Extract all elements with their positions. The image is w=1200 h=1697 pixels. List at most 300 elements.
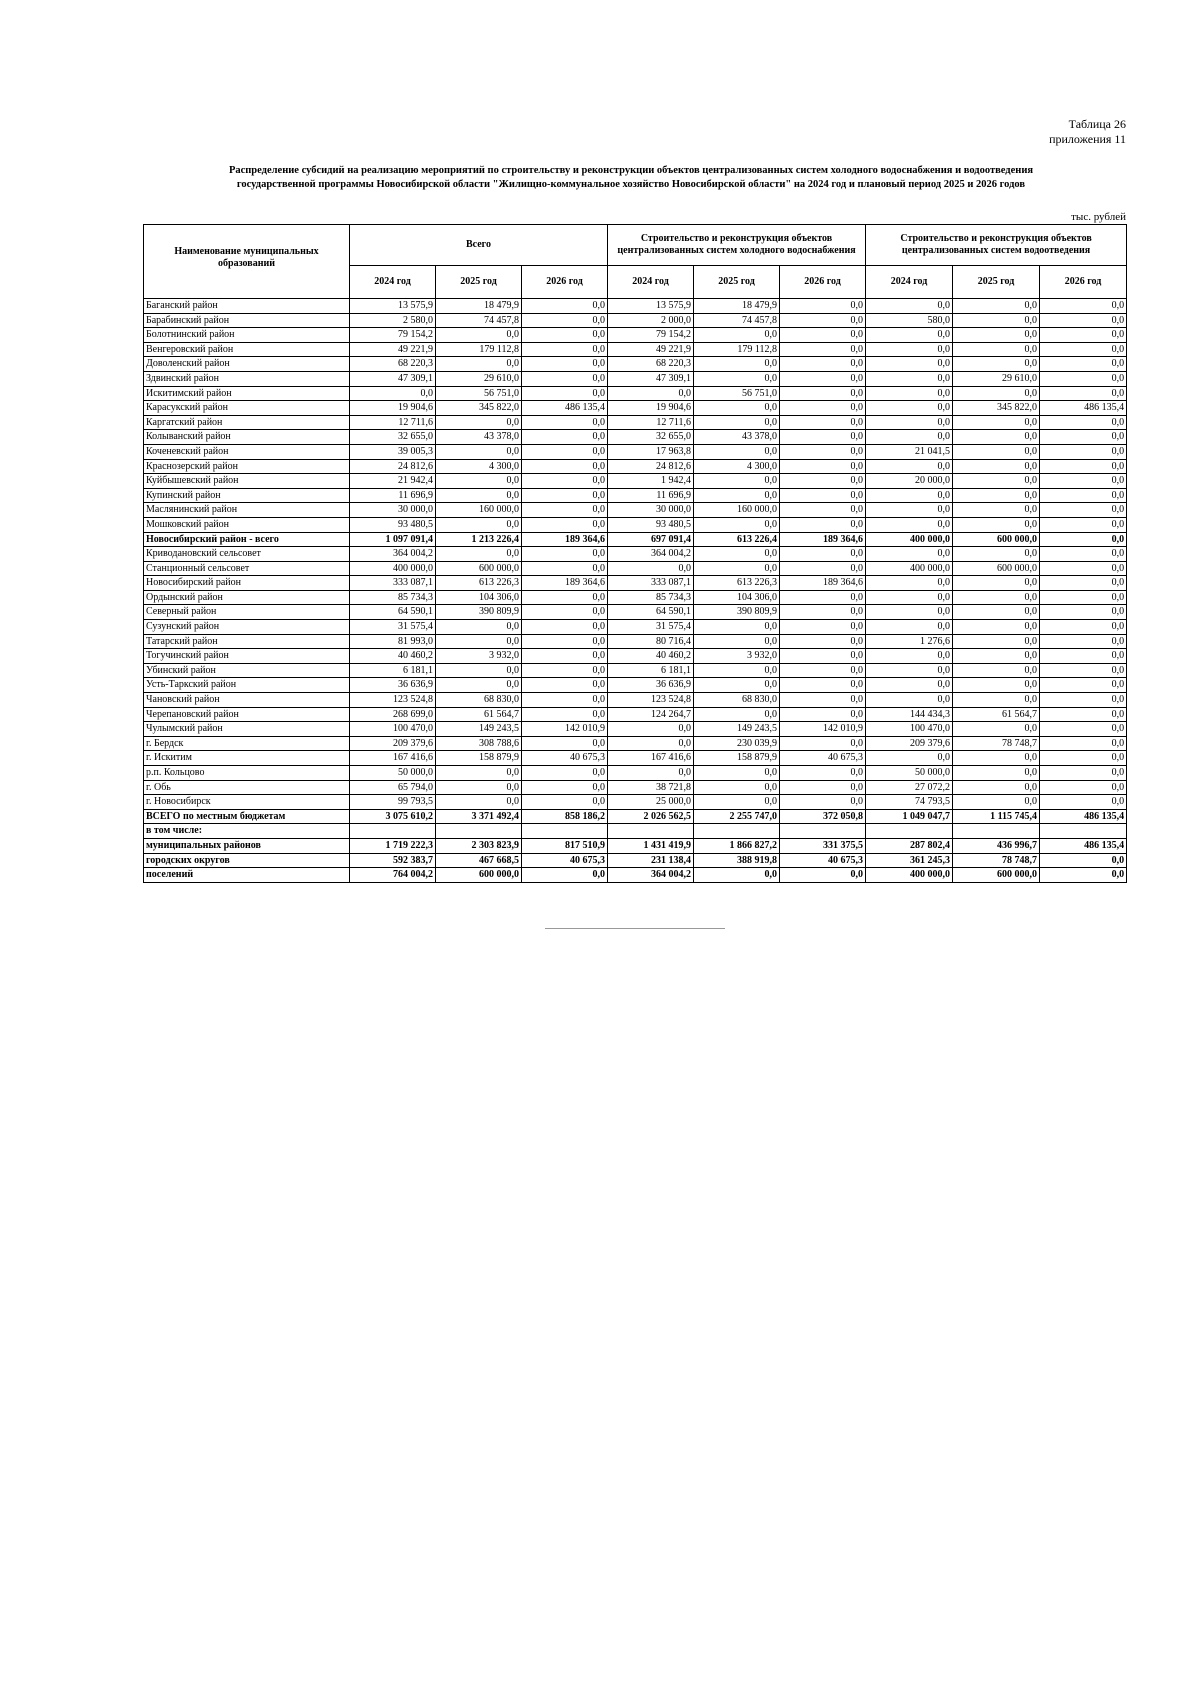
value-cell: 1 213 226,4 — [436, 532, 522, 547]
value-cell: 68 830,0 — [694, 693, 780, 708]
value-cell: 0,0 — [953, 328, 1040, 343]
value-cell: 0,0 — [522, 795, 608, 810]
value-cell: 189 364,6 — [780, 532, 866, 547]
value-cell: 68 220,3 — [608, 357, 694, 372]
value-cell: 21 041,5 — [866, 444, 953, 459]
table-row — [144, 634, 1127, 649]
value-cell: 36 636,9 — [350, 678, 436, 693]
row-name-cell: Купинский район — [144, 488, 350, 503]
row-name-cell: в том числе: — [144, 824, 350, 839]
value-cell: 0,0 — [780, 328, 866, 343]
value-cell: 0,0 — [780, 342, 866, 357]
value-cell: 0,0 — [866, 547, 953, 562]
value-cell: 40 460,2 — [608, 649, 694, 664]
value-cell: 0,0 — [522, 736, 608, 751]
value-cell: 1 115 745,4 — [953, 809, 1040, 824]
value-cell: 0,0 — [953, 766, 1040, 781]
header-year: 2024 год — [350, 266, 436, 299]
row-name-cell: Чановский район — [144, 693, 350, 708]
value-cell: 0,0 — [1040, 663, 1127, 678]
value-cell: 0,0 — [780, 736, 866, 751]
value-cell: 0,0 — [522, 386, 608, 401]
value-cell: 17 963,8 — [608, 444, 694, 459]
value-cell: 61 564,7 — [953, 707, 1040, 722]
value-cell: 74 793,5 — [866, 795, 953, 810]
row-name-cell: Мошковский район — [144, 517, 350, 532]
value-cell: 30 000,0 — [608, 503, 694, 518]
value-cell: 600 000,0 — [436, 868, 522, 883]
value-cell: 467 668,5 — [436, 853, 522, 868]
value-cell: 388 919,8 — [694, 853, 780, 868]
value-cell: 40 675,3 — [780, 853, 866, 868]
table-number: Таблица 26 — [1068, 117, 1126, 131]
title-line-1: Распределение субсидий на реализацию мероприятий по строительству и реконструкции объектов централизованных систем холодного водоснабжения и водоотведения — [228, 165, 1034, 176]
value-cell: 0,0 — [780, 561, 866, 576]
value-cell: 158 879,9 — [436, 751, 522, 766]
value-cell: 68 830,0 — [436, 693, 522, 708]
value-cell: 0,0 — [953, 693, 1040, 708]
row-name-cell: Ордынский район — [144, 590, 350, 605]
value-cell: 0,0 — [780, 357, 866, 372]
value-cell: 81 993,0 — [350, 634, 436, 649]
value-cell: 0,0 — [780, 299, 866, 314]
value-cell: 0,0 — [780, 517, 866, 532]
value-cell: 24 812,6 — [350, 459, 436, 474]
table-row — [144, 313, 1127, 328]
value-cell: 0,0 — [522, 590, 608, 605]
value-cell: 0,0 — [694, 328, 780, 343]
value-cell: 179 112,8 — [436, 342, 522, 357]
value-cell: 0,0 — [780, 663, 866, 678]
row-name-cell: Новосибирский район — [144, 576, 350, 591]
value-cell: 0,0 — [608, 386, 694, 401]
value-cell: 0,0 — [866, 371, 953, 386]
value-cell: 142 010,9 — [780, 722, 866, 737]
value-cell: 0,0 — [436, 620, 522, 635]
value-cell: 0,0 — [522, 707, 608, 722]
value-cell: 0,0 — [953, 780, 1040, 795]
table-row — [144, 693, 1127, 708]
value-cell: 0,0 — [1040, 430, 1127, 445]
row-name-cell: ВСЕГО по местным бюджетам — [144, 809, 350, 824]
table-row — [144, 751, 1127, 766]
value-cell: 0,0 — [780, 474, 866, 489]
header-year: 2025 год — [694, 266, 780, 299]
value-cell: 0,0 — [866, 342, 953, 357]
value-cell: 0,0 — [436, 795, 522, 810]
value-cell: 6 181,1 — [350, 663, 436, 678]
value-cell: 0,0 — [436, 517, 522, 532]
value-cell: 160 000,0 — [436, 503, 522, 518]
value-cell: 230 039,9 — [694, 736, 780, 751]
header-year: 2024 год — [866, 266, 953, 299]
value-cell: 32 655,0 — [350, 430, 436, 445]
value-cell: 0,0 — [953, 415, 1040, 430]
value-cell: 0,0 — [694, 371, 780, 386]
value-cell: 0,0 — [522, 357, 608, 372]
document-title — [143, 164, 1119, 192]
value-cell: 0,0 — [436, 780, 522, 795]
value-cell: 2 000,0 — [608, 313, 694, 328]
value-cell: 85 734,3 — [608, 590, 694, 605]
value-cell: 331 375,5 — [780, 838, 866, 853]
value-cell: 104 306,0 — [436, 590, 522, 605]
value-cell: 0,0 — [1040, 795, 1127, 810]
value-cell: 592 383,7 — [350, 853, 436, 868]
value-cell: 0,0 — [953, 590, 1040, 605]
value-cell: 0,0 — [522, 605, 608, 620]
value-cell: 4 300,0 — [436, 459, 522, 474]
value-cell: 0,0 — [1040, 693, 1127, 708]
value-cell: 49 221,9 — [350, 342, 436, 357]
value-cell: 0,0 — [1040, 459, 1127, 474]
value-cell: 167 416,6 — [608, 751, 694, 766]
value-cell: 47 309,1 — [350, 371, 436, 386]
value-cell: 231 138,4 — [608, 853, 694, 868]
value-cell: 0,0 — [780, 693, 866, 708]
value-cell: 486 135,4 — [522, 401, 608, 416]
value-cell: 1 719 222,3 — [350, 838, 436, 853]
value-cell: 0,0 — [1040, 634, 1127, 649]
row-name-cell: Коченевский район — [144, 444, 350, 459]
value-cell — [608, 824, 694, 839]
value-cell: 287 802,4 — [866, 838, 953, 853]
value-cell: 4 300,0 — [694, 459, 780, 474]
value-cell: 100 470,0 — [866, 722, 953, 737]
value-cell: 0,0 — [953, 488, 1040, 503]
value-cell: 0,0 — [866, 357, 953, 372]
value-cell: 613 226,4 — [694, 532, 780, 547]
value-cell: 0,0 — [866, 590, 953, 605]
row-name-cell: Краснозерский район — [144, 459, 350, 474]
value-cell: 600 000,0 — [436, 561, 522, 576]
value-cell: 0,0 — [522, 328, 608, 343]
value-cell: 0,0 — [522, 693, 608, 708]
table-row — [144, 299, 1127, 314]
value-cell: 0,0 — [522, 634, 608, 649]
value-cell: 0,0 — [780, 590, 866, 605]
value-cell: 0,0 — [608, 561, 694, 576]
value-cell: 0,0 — [866, 430, 953, 445]
table-row — [144, 838, 1127, 853]
value-cell: 13 575,9 — [608, 299, 694, 314]
value-cell: 0,0 — [522, 342, 608, 357]
value-cell: 0,0 — [522, 649, 608, 664]
row-name-cell: Северный район — [144, 605, 350, 620]
appendix-number: приложения 11 — [1049, 132, 1126, 146]
value-cell: 40 675,3 — [522, 751, 608, 766]
value-cell: 0,0 — [866, 693, 953, 708]
value-cell: 0,0 — [780, 707, 866, 722]
value-cell: 20 000,0 — [866, 474, 953, 489]
value-cell: 0,0 — [1040, 780, 1127, 795]
table-row — [144, 474, 1127, 489]
value-cell: 0,0 — [522, 780, 608, 795]
value-cell: 0,0 — [1040, 736, 1127, 751]
value-cell: 0,0 — [780, 678, 866, 693]
value-cell: 12 711,6 — [608, 415, 694, 430]
value-cell: 0,0 — [866, 415, 953, 430]
value-cell: 0,0 — [780, 795, 866, 810]
value-cell: 0,0 — [866, 299, 953, 314]
value-cell: 817 510,9 — [522, 838, 608, 853]
value-cell: 0,0 — [522, 547, 608, 562]
value-cell — [953, 824, 1040, 839]
value-cell: 0,0 — [694, 780, 780, 795]
value-cell: 0,0 — [953, 620, 1040, 635]
value-cell: 400 000,0 — [866, 868, 953, 883]
value-cell: 0,0 — [1040, 868, 1127, 883]
value-cell: 0,0 — [866, 517, 953, 532]
row-name-cell: Баганский район — [144, 299, 350, 314]
value-cell: 0,0 — [780, 547, 866, 562]
value-cell: 0,0 — [694, 634, 780, 649]
table-row — [144, 809, 1127, 824]
table-row — [144, 576, 1127, 591]
value-cell: 600 000,0 — [953, 561, 1040, 576]
value-cell: 400 000,0 — [866, 532, 953, 547]
value-cell: 0,0 — [780, 313, 866, 328]
value-cell: 0,0 — [694, 561, 780, 576]
value-cell: 160 000,0 — [694, 503, 780, 518]
value-cell: 2 303 823,9 — [436, 838, 522, 853]
header-year: 2025 год — [953, 266, 1040, 299]
value-cell: 0,0 — [780, 386, 866, 401]
value-cell: 486 135,4 — [1040, 401, 1127, 416]
value-cell: 0,0 — [953, 795, 1040, 810]
value-cell: 0,0 — [780, 371, 866, 386]
value-cell: 0,0 — [694, 517, 780, 532]
value-cell: 0,0 — [522, 517, 608, 532]
table-row — [144, 663, 1127, 678]
row-name-cell: Криводановский сельсовет — [144, 547, 350, 562]
value-cell: 0,0 — [953, 299, 1040, 314]
value-cell: 78 748,7 — [953, 853, 1040, 868]
value-cell: 0,0 — [953, 342, 1040, 357]
header-year: 2025 год — [436, 266, 522, 299]
value-cell: 0,0 — [350, 386, 436, 401]
value-cell: 0,0 — [1040, 547, 1127, 562]
row-name-cell: муниципальных районов — [144, 838, 350, 853]
value-cell: 0,0 — [1040, 707, 1127, 722]
row-name-cell: г. Искитим — [144, 751, 350, 766]
value-cell: 0,0 — [1040, 766, 1127, 781]
value-cell: 600 000,0 — [953, 868, 1040, 883]
row-name-cell: Маслянинский район — [144, 503, 350, 518]
value-cell: 0,0 — [866, 459, 953, 474]
value-cell: 268 699,0 — [350, 707, 436, 722]
value-cell: 189 364,6 — [780, 576, 866, 591]
value-cell: 333 087,1 — [608, 576, 694, 591]
title-line-2: государственной программы Новосибирской области "Жилищно-коммунальное хозяйство Новосибирской области" на 2024 год и плановый период 2025 и 2026 годов — [236, 179, 1026, 190]
value-cell: 372 050,8 — [780, 809, 866, 824]
table-reference — [1049, 117, 1126, 147]
subsidy-table — [143, 224, 1127, 883]
value-cell: 1 049 047,7 — [866, 809, 953, 824]
table-row — [144, 620, 1127, 635]
table-row — [144, 444, 1127, 459]
value-cell: 333 087,1 — [350, 576, 436, 591]
table-row — [144, 824, 1127, 839]
value-cell: 0,0 — [1040, 415, 1127, 430]
table-row — [144, 415, 1127, 430]
value-cell: 0,0 — [522, 299, 608, 314]
row-name-cell: городских округов — [144, 853, 350, 868]
value-cell: 2 026 562,5 — [608, 809, 694, 824]
row-name-cell: Сузунский район — [144, 620, 350, 635]
value-cell: 149 243,5 — [694, 722, 780, 737]
value-cell: 0,0 — [953, 517, 1040, 532]
value-cell: 11 696,9 — [608, 488, 694, 503]
value-cell: 0,0 — [694, 415, 780, 430]
header-year: 2026 год — [522, 266, 608, 299]
value-cell: 0,0 — [522, 678, 608, 693]
value-cell: 40 675,3 — [780, 751, 866, 766]
value-cell: 0,0 — [436, 474, 522, 489]
table-row — [144, 853, 1127, 868]
value-cell: 0,0 — [953, 576, 1040, 591]
value-cell: 0,0 — [522, 663, 608, 678]
table-row — [144, 430, 1127, 445]
table-row — [144, 386, 1127, 401]
value-cell: 0,0 — [953, 678, 1040, 693]
value-cell: 11 696,9 — [350, 488, 436, 503]
value-cell: 39 005,3 — [350, 444, 436, 459]
value-cell: 43 378,0 — [694, 430, 780, 445]
row-name-cell: Доволенский район — [144, 357, 350, 372]
value-cell: 64 590,1 — [608, 605, 694, 620]
value-cell: 858 186,2 — [522, 809, 608, 824]
value-cell: 0,0 — [608, 736, 694, 751]
value-cell: 0,0 — [1040, 313, 1127, 328]
row-name-cell: Болотнинский район — [144, 328, 350, 343]
value-cell: 0,0 — [953, 357, 1040, 372]
row-name-cell: Убинский район — [144, 663, 350, 678]
value-cell: 697 091,4 — [608, 532, 694, 547]
row-name-cell: Станционный сельсовет — [144, 561, 350, 576]
value-cell: 158 879,9 — [694, 751, 780, 766]
value-cell: 0,0 — [780, 444, 866, 459]
value-cell: 100 470,0 — [350, 722, 436, 737]
value-cell: 29 610,0 — [953, 371, 1040, 386]
value-cell: 0,0 — [522, 488, 608, 503]
value-cell: 0,0 — [694, 707, 780, 722]
value-cell: 0,0 — [780, 766, 866, 781]
value-cell: 65 794,0 — [350, 780, 436, 795]
value-cell: 0,0 — [953, 649, 1040, 664]
value-cell: 0,0 — [866, 503, 953, 518]
value-cell: 93 480,5 — [608, 517, 694, 532]
value-cell: 0,0 — [436, 678, 522, 693]
value-cell: 29 610,0 — [436, 371, 522, 386]
value-cell: 0,0 — [780, 780, 866, 795]
value-cell: 0,0 — [1040, 357, 1127, 372]
units-label: тыс. рублей — [1071, 211, 1126, 223]
value-cell: 3 371 492,4 — [436, 809, 522, 824]
value-cell — [780, 824, 866, 839]
value-cell: 345 822,0 — [436, 401, 522, 416]
value-cell: 0,0 — [780, 430, 866, 445]
value-cell: 0,0 — [436, 547, 522, 562]
value-cell: 0,0 — [436, 444, 522, 459]
value-cell: 0,0 — [522, 313, 608, 328]
table-row — [144, 766, 1127, 781]
value-cell: 0,0 — [694, 488, 780, 503]
value-cell: 0,0 — [1040, 576, 1127, 591]
value-cell: 2 255 747,0 — [694, 809, 780, 824]
value-cell: 1 276,6 — [866, 634, 953, 649]
value-cell: 0,0 — [694, 547, 780, 562]
header-group-water-supply: Строительство и реконструкция объектов централизованных систем холодного водоснабжения — [608, 225, 866, 266]
value-cell: 25 000,0 — [608, 795, 694, 810]
value-cell: 40 675,3 — [522, 853, 608, 868]
value-cell: 209 379,6 — [350, 736, 436, 751]
end-divider — [545, 928, 725, 929]
value-cell: 0,0 — [780, 503, 866, 518]
header-year: 2024 год — [608, 266, 694, 299]
value-cell: 64 590,1 — [350, 605, 436, 620]
value-cell: 167 416,6 — [350, 751, 436, 766]
value-cell: 0,0 — [780, 868, 866, 883]
value-cell: 74 457,8 — [694, 313, 780, 328]
row-name-cell: Чулымский район — [144, 722, 350, 737]
value-cell: 179 112,8 — [694, 342, 780, 357]
value-cell: 0,0 — [1040, 649, 1127, 664]
value-cell: 0,0 — [780, 401, 866, 416]
table-row — [144, 371, 1127, 386]
row-name-cell: Новосибирский район - всего — [144, 532, 350, 547]
value-cell: 1 097 091,4 — [350, 532, 436, 547]
value-cell: 0,0 — [522, 474, 608, 489]
table-row — [144, 547, 1127, 562]
row-name-cell: Здвинский район — [144, 371, 350, 386]
table-row — [144, 707, 1127, 722]
table-row — [144, 722, 1127, 737]
value-cell: 0,0 — [436, 634, 522, 649]
value-cell: 123 524,8 — [608, 693, 694, 708]
value-cell: 0,0 — [522, 868, 608, 883]
value-cell: 0,0 — [780, 459, 866, 474]
value-cell: 19 904,6 — [350, 401, 436, 416]
value-cell: 0,0 — [608, 722, 694, 737]
value-cell: 0,0 — [953, 430, 1040, 445]
value-cell: 0,0 — [694, 401, 780, 416]
header-group-drainage: Строительство и реконструкция объектов централизованных систем водоотведения — [866, 225, 1127, 266]
value-cell: 0,0 — [1040, 474, 1127, 489]
value-cell: 613 226,3 — [694, 576, 780, 591]
value-cell: 0,0 — [694, 663, 780, 678]
value-cell: 308 788,6 — [436, 736, 522, 751]
value-cell: 3 932,0 — [694, 649, 780, 664]
value-cell: 0,0 — [866, 328, 953, 343]
header-year: 2026 год — [1040, 266, 1127, 299]
value-cell: 0,0 — [780, 649, 866, 664]
value-cell: 364 004,2 — [350, 547, 436, 562]
table-row — [144, 736, 1127, 751]
table-row — [144, 532, 1127, 547]
value-cell: 0,0 — [953, 503, 1040, 518]
value-cell: 0,0 — [1040, 328, 1127, 343]
value-cell: 390 809,9 — [436, 605, 522, 620]
value-cell: 0,0 — [1040, 517, 1127, 532]
value-cell: 0,0 — [1040, 371, 1127, 386]
value-cell — [350, 824, 436, 839]
value-cell: 40 460,2 — [350, 649, 436, 664]
value-cell: 1 942,4 — [608, 474, 694, 489]
value-cell: 0,0 — [780, 634, 866, 649]
row-name-cell: Усть-Таркский район — [144, 678, 350, 693]
value-cell: 0,0 — [1040, 561, 1127, 576]
